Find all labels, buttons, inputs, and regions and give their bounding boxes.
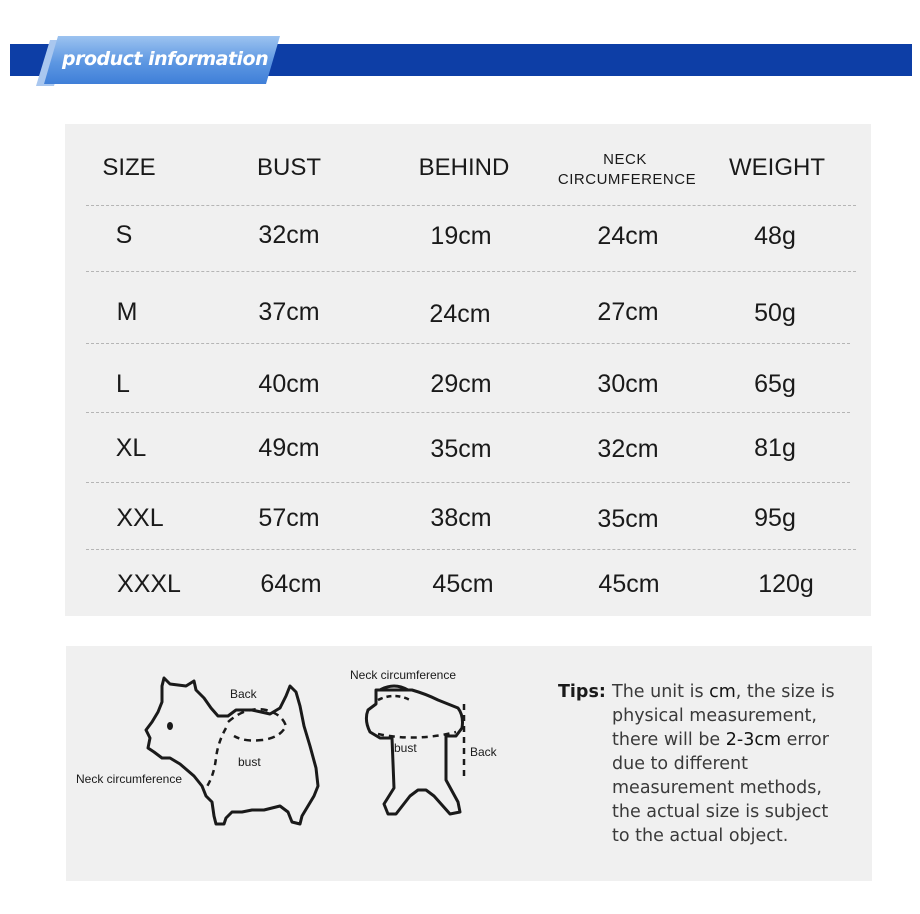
tips-line: to the actual object. [612, 826, 789, 846]
tips-line: due to different [612, 754, 748, 774]
tips-line: measurement methods, [612, 778, 822, 798]
dog-back-measure-line [228, 709, 286, 740]
cell-behind: 45cm [432, 570, 494, 598]
tips-line: the actual size is subject [612, 802, 829, 822]
header-size: SIZE [102, 154, 156, 181]
cell-bust: 57cm [258, 504, 320, 532]
header-neck: NECK [603, 151, 647, 168]
tips-line [612, 728, 829, 752]
cell-neck: 24cm [597, 222, 659, 250]
tips-line [612, 680, 835, 704]
page-title: product information [62, 48, 269, 70]
header-behind: BEHIND [418, 154, 510, 181]
header-bust: BUST [256, 154, 322, 181]
row-divider [86, 549, 856, 550]
cell-weight: 65g [754, 370, 796, 398]
cell-size: XXL [116, 504, 164, 532]
tips-label: Tips: [558, 682, 606, 702]
cell-bust: 32cm [258, 221, 320, 249]
cell-size: XL [115, 434, 147, 462]
coat-neck-label: Neck circumference [350, 668, 457, 682]
dog-neck-label: Neck circumference [76, 772, 183, 786]
header-weight: WEIGHT [729, 154, 825, 181]
cell-bust: 40cm [258, 370, 320, 398]
coat-bust-measure-line [378, 732, 456, 738]
cell-weight: 120g [758, 570, 814, 598]
cell-bust: 49cm [258, 434, 320, 462]
coat-neck-measure-line [378, 696, 410, 700]
cell-behind: 19cm [430, 222, 492, 250]
tips-text: there will be [612, 730, 726, 750]
tips-text: error [781, 730, 829, 750]
cell-weight: 50g [754, 299, 796, 327]
coat-bust-label: bust [394, 741, 417, 755]
cell-behind: 38cm [430, 504, 492, 532]
row-divider [86, 412, 850, 413]
header-circumference: CIRCUMFERENCE [557, 171, 697, 188]
coat-back-label: Back [470, 745, 497, 759]
cell-weight: 81g [754, 434, 796, 462]
cell-weight: 95g [754, 504, 796, 532]
cell-behind: 35cm [430, 435, 492, 463]
cell-size: L [116, 370, 130, 398]
cell-size: M [116, 298, 138, 326]
dog-back-label: Back [230, 687, 257, 701]
cell-bust: 64cm [260, 570, 322, 598]
cell-size: S [115, 221, 133, 249]
row-divider [86, 205, 856, 206]
row-divider [86, 271, 856, 272]
tips-text: , the size is [735, 682, 835, 702]
cell-neck: 45cm [598, 570, 660, 598]
cell-weight: 48g [754, 222, 796, 250]
dog-eye-icon [167, 722, 173, 730]
row-divider [86, 343, 850, 344]
dog-neck-measure-line [206, 728, 226, 788]
dog-bust-label: bust [238, 755, 261, 769]
tips-line: physical measurement, [612, 706, 817, 726]
cell-neck: 32cm [597, 435, 659, 463]
measurement-diagram [66, 646, 566, 881]
cell-behind: 24cm [429, 300, 491, 328]
tips-text: The unit is [612, 682, 710, 702]
tips-error-range: 2-3cm [725, 730, 782, 750]
tips-unit: cm [709, 682, 736, 702]
cell-bust: 37cm [258, 298, 320, 326]
cell-size: XXXL [117, 570, 181, 598]
cell-neck: 27cm [597, 298, 659, 326]
row-divider [86, 482, 850, 483]
cell-neck: 35cm [597, 505, 659, 533]
cell-behind: 29cm [430, 370, 492, 398]
cell-neck: 30cm [597, 370, 659, 398]
